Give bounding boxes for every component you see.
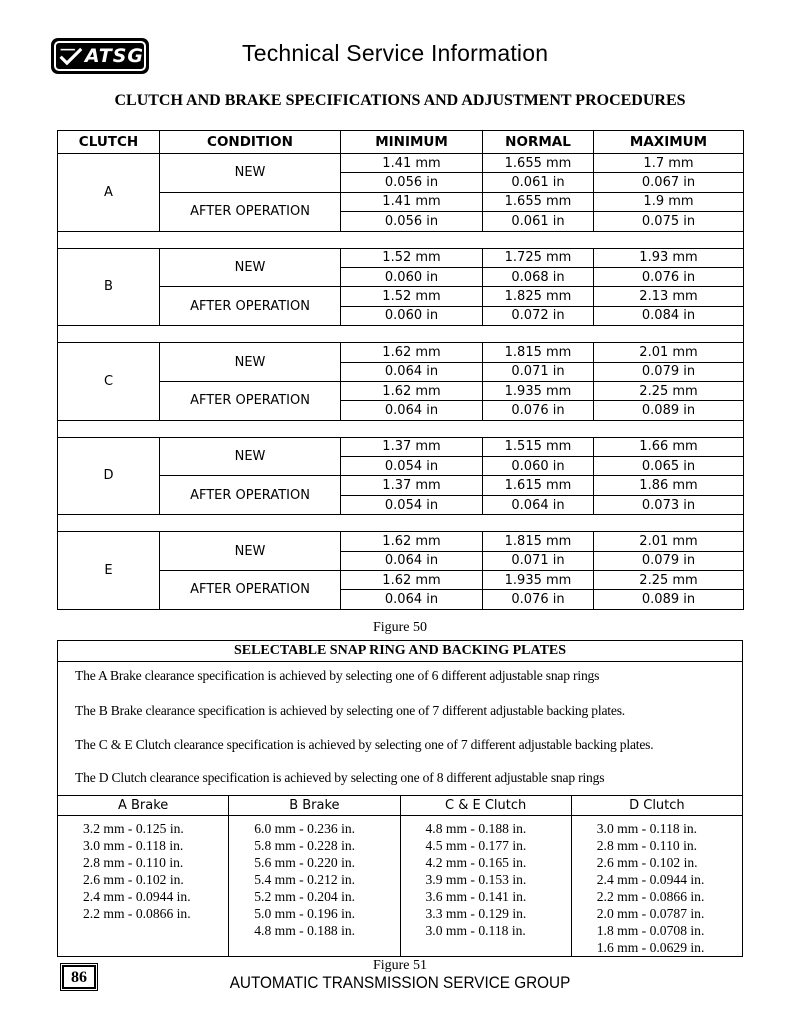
footer-text: AUTOMATIC TRANSMISSION SERVICE GROUP: [229, 973, 571, 992]
table-row: [58, 476, 744, 495]
maximum-value-cell: 1.93 mm: [594, 248, 744, 267]
snap-value-list: [401, 820, 571, 939]
maximum-value-cell: 2.01 mm: [594, 343, 744, 362]
minimum-value-cell: 0.054 in: [341, 495, 483, 514]
maximum-value-cell: 0.065 in: [594, 457, 744, 476]
spacer-cell: [58, 515, 744, 532]
column-header-normal: NORMAL: [483, 131, 594, 154]
minimum-value-cell: 1.62 mm: [341, 571, 483, 590]
normal-value-cell: 0.071 in: [483, 551, 594, 570]
table-row: [58, 154, 744, 173]
normal-value-cell: 1.815 mm: [483, 343, 594, 362]
list-item: 3.0 mm - 0.118 in.: [596, 821, 698, 836]
condition-cell: NEW: [160, 437, 341, 476]
maximum-value-cell: 0.084 in: [594, 306, 744, 325]
minimum-value-cell: 1.37 mm: [341, 476, 483, 495]
paragraph-a-brake: The A Brake clearance specification is achieved by selecting one of 6 different adjustable snap rings: [75, 668, 600, 683]
spacer-row: [58, 231, 744, 248]
clutch-name-cell: C: [58, 343, 160, 421]
list-item: 2.4 mm - 0.0944 in.: [596, 872, 705, 887]
condition-cell: NEW: [160, 343, 341, 382]
list-item: 4.8 mm - 0.188 in.: [425, 821, 527, 836]
list-item: 5.8 mm - 0.228 in.: [254, 838, 356, 853]
list-item: 3.3 mm - 0.129 in.: [425, 906, 527, 921]
snap-column: [58, 796, 229, 957]
paragraph-d-clutch: The D Clutch clearance specification is achieved by selecting one of 8 different adjustable snap rings: [75, 770, 605, 785]
list-item: 2.8 mm - 0.110 in.: [83, 855, 184, 870]
paragraph-b-brake: The B Brake clearance specification is achieved by selecting one of 7 different adjustable backing plates.: [75, 703, 626, 718]
snap-column-header: B Brake: [229, 796, 399, 816]
normal-value-cell: 0.060 in: [483, 457, 594, 476]
table-row: [58, 381, 744, 400]
condition-cell: AFTER OPERATION: [160, 192, 341, 231]
maximum-value-cell: 2.25 mm: [594, 381, 744, 400]
list-item: 4.5 mm - 0.177 in.: [425, 838, 527, 853]
column-header-minimum: MINIMUM: [341, 131, 483, 154]
minimum-value-cell: 0.054 in: [341, 457, 483, 476]
minimum-value-cell: 0.064 in: [341, 401, 483, 420]
list-item: 2.4 mm - 0.0944 in.: [83, 889, 191, 904]
minimum-value-cell: 0.060 in: [341, 306, 483, 325]
maximum-value-cell: 2.13 mm: [594, 287, 744, 306]
list-item: 5.0 mm - 0.196 in.: [254, 906, 356, 921]
normal-value-cell: 0.076 in: [483, 401, 594, 420]
spacer-row: [58, 326, 744, 343]
maximum-value-cell: 0.075 in: [594, 212, 744, 231]
maximum-value-cell: 2.25 mm: [594, 571, 744, 590]
normal-value-cell: 0.076 in: [483, 590, 594, 609]
list-item: 5.2 mm - 0.204 in.: [254, 889, 356, 904]
minimum-value-cell: 1.52 mm: [341, 248, 483, 267]
maximum-value-cell: 1.7 mm: [594, 154, 744, 173]
normal-value-cell: 0.061 in: [483, 212, 594, 231]
snap-column: [572, 796, 742, 957]
snap-column: [401, 796, 572, 957]
normal-value-cell: 0.064 in: [483, 495, 594, 514]
normal-value-cell: 0.071 in: [483, 362, 594, 381]
maximum-value-cell: 2.01 mm: [594, 532, 744, 551]
normal-value-cell: 1.825 mm: [483, 287, 594, 306]
table-row: [58, 287, 744, 306]
normal-value-cell: 1.515 mm: [483, 437, 594, 456]
maximum-value-cell: 0.089 in: [594, 401, 744, 420]
spacer-cell: [58, 231, 744, 248]
list-item: 4.2 mm - 0.165 in.: [425, 855, 527, 870]
normal-value-cell: 1.935 mm: [483, 381, 594, 400]
condition-cell: AFTER OPERATION: [160, 287, 341, 326]
clutch-name-cell: E: [58, 532, 160, 610]
clutch-name-cell: D: [58, 437, 160, 515]
normal-value-cell: 0.072 in: [483, 306, 594, 325]
table-row: [58, 532, 744, 551]
maximum-value-cell: 0.073 in: [594, 495, 744, 514]
minimum-value-cell: 1.41 mm: [341, 154, 483, 173]
list-item: 3.6 mm - 0.141 in.: [425, 889, 527, 904]
maximum-value-cell: 0.076 in: [594, 267, 744, 286]
snap-section-title: SELECTABLE SNAP RING AND BACKING PLATES: [58, 641, 742, 662]
minimum-value-cell: 1.41 mm: [341, 192, 483, 211]
normal-value-cell: 1.655 mm: [483, 192, 594, 211]
logo-text: ATSG: [84, 45, 144, 67]
list-item: 3.0 mm - 0.118 in.: [425, 923, 526, 938]
condition-cell: AFTER OPERATION: [160, 571, 341, 610]
logo-frame: [54, 41, 146, 71]
list-item: 3.2 mm - 0.125 in.: [83, 821, 184, 836]
snap-column-header: A Brake: [58, 796, 228, 816]
atsg-logo: [51, 38, 149, 74]
snap-column: [229, 796, 400, 957]
list-item: 3.0 mm - 0.118 in.: [83, 838, 184, 853]
table-header-row: [58, 131, 744, 154]
list-item: 2.2 mm - 0.0866 in.: [596, 889, 705, 904]
maximum-value-cell: 0.079 in: [594, 551, 744, 570]
table-row: [58, 343, 744, 362]
minimum-value-cell: 0.060 in: [341, 267, 483, 286]
minimum-value-cell: 1.37 mm: [341, 437, 483, 456]
figure-50-caption: Figure 50: [372, 620, 428, 635]
table-row: [58, 437, 744, 456]
normal-value-cell: 0.068 in: [483, 267, 594, 286]
minimum-value-cell: 0.056 in: [341, 173, 483, 192]
maximum-value-cell: 0.089 in: [594, 590, 744, 609]
spec-table-body: [58, 154, 744, 610]
minimum-value-cell: 0.056 in: [341, 212, 483, 231]
maximum-value-cell: 0.079 in: [594, 362, 744, 381]
condition-cell: NEW: [160, 154, 341, 193]
minimum-value-cell: 0.064 in: [341, 590, 483, 609]
normal-value-cell: 1.655 mm: [483, 154, 594, 173]
snap-value-list: [572, 820, 742, 956]
normal-value-cell: 1.815 mm: [483, 532, 594, 551]
list-item: 2.6 mm - 0.102 in.: [596, 855, 698, 870]
column-header-maximum: MAXIMUM: [594, 131, 744, 154]
snap-value-list: [58, 820, 228, 922]
list-item: 1.6 mm - 0.0629 in.: [596, 940, 705, 955]
list-item: 1.8 mm - 0.0708 in.: [596, 923, 705, 938]
snap-ring-columns: [58, 795, 742, 957]
minimum-value-cell: 1.62 mm: [341, 343, 483, 362]
list-item: 2.8 mm - 0.110 in.: [596, 838, 698, 853]
paragraph-c-e-clutch: The C & E Clutch clearance specification is achieved by selecting one of 7 different adjustable backing plates.: [75, 737, 654, 752]
clutch-name-cell: A: [58, 154, 160, 232]
maximum-value-cell: 1.86 mm: [594, 476, 744, 495]
minimum-value-cell: 1.62 mm: [341, 381, 483, 400]
list-item: 6.0 mm - 0.236 in.: [254, 821, 356, 836]
page-number: 86: [62, 965, 96, 989]
minimum-value-cell: 0.064 in: [341, 362, 483, 381]
condition-cell: NEW: [160, 532, 341, 571]
maximum-value-cell: 1.9 mm: [594, 192, 744, 211]
figure-51-caption: Figure 51: [372, 958, 428, 973]
list-item: 5.4 mm - 0.212 in.: [254, 872, 356, 887]
condition-cell: AFTER OPERATION: [160, 476, 341, 515]
list-item: 4.8 mm - 0.188 in.: [254, 923, 356, 938]
checkmark-icon: [59, 44, 83, 68]
snap-column-header: D Clutch: [572, 796, 742, 816]
list-item: 3.9 mm - 0.153 in.: [425, 872, 527, 887]
snap-value-list: [229, 820, 399, 939]
normal-value-cell: 1.725 mm: [483, 248, 594, 267]
normal-value-cell: 1.935 mm: [483, 571, 594, 590]
clutch-spec-table: [57, 130, 744, 610]
column-header-condition: CONDITION: [160, 131, 341, 154]
condition-cell: NEW: [160, 248, 341, 287]
list-item: 5.6 mm - 0.220 in.: [254, 855, 356, 870]
section-title: CLUTCH AND BRAKE SPECIFICATIONS AND ADJUSTMENT PROCEDURES: [114, 92, 686, 109]
list-item: 2.6 mm - 0.102 in.: [83, 872, 184, 887]
maximum-value-cell: 0.067 in: [594, 173, 744, 192]
spacer-cell: [58, 326, 744, 343]
list-item: 2.2 mm - 0.0866 in.: [83, 906, 191, 921]
clutch-name-cell: B: [58, 248, 160, 326]
minimum-value-cell: 1.52 mm: [341, 287, 483, 306]
maximum-value-cell: 1.66 mm: [594, 437, 744, 456]
normal-value-cell: 1.615 mm: [483, 476, 594, 495]
header-title: Technical Service Information: [242, 40, 549, 66]
spacer-cell: [58, 420, 744, 437]
spacer-row: [58, 515, 744, 532]
snap-ring-section: [57, 640, 743, 957]
table-row: [58, 192, 744, 211]
table-row: [58, 248, 744, 267]
condition-cell: AFTER OPERATION: [160, 381, 341, 420]
snap-column-header: C & E Clutch: [401, 796, 571, 816]
spacer-row: [58, 420, 744, 437]
normal-value-cell: 0.061 in: [483, 173, 594, 192]
table-row: [58, 571, 744, 590]
list-item: 2.0 mm - 0.0787 in.: [596, 906, 705, 921]
minimum-value-cell: 0.064 in: [341, 551, 483, 570]
minimum-value-cell: 1.62 mm: [341, 532, 483, 551]
column-header-clutch: CLUTCH: [58, 131, 160, 154]
